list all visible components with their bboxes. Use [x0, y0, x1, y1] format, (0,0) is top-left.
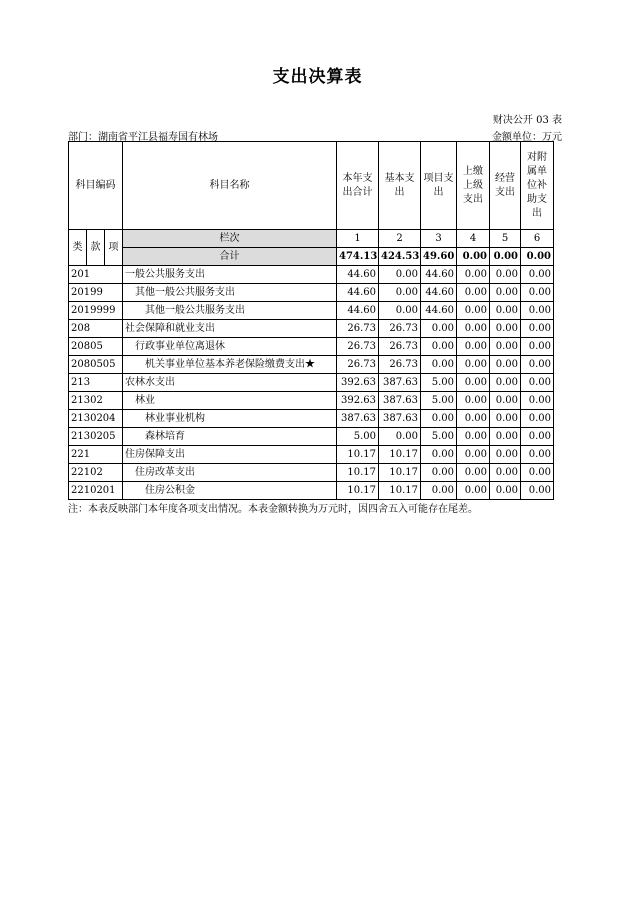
row-value: 0.00: [457, 266, 490, 284]
table-row: [69, 338, 554, 356]
row-value: 10.17: [379, 464, 421, 482]
row-value: 26.73: [379, 338, 421, 356]
row-value: 0.00: [521, 338, 554, 356]
row-value: 392.63: [337, 374, 379, 392]
row-value: 44.60: [337, 302, 379, 320]
table-row: [69, 392, 554, 410]
row-value: 44.60: [421, 266, 457, 284]
row-value: 0.00: [521, 482, 554, 500]
row-name: 一般公共服务支出: [123, 266, 337, 284]
row-value: 5.00: [337, 428, 379, 446]
row-name: 其他一般公共服务支出: [123, 284, 337, 302]
row-value: 0.00: [490, 482, 521, 500]
row-value: 0.00: [457, 410, 490, 428]
row-value: 0.00: [490, 320, 521, 338]
total-value: 424.53: [379, 248, 421, 266]
row-value: 0.00: [490, 392, 521, 410]
table-row: [69, 446, 554, 464]
row-value: 44.60: [337, 266, 379, 284]
row-code: 20805: [69, 338, 123, 356]
row-code: 2210201: [69, 482, 123, 500]
row-value: 0.00: [521, 356, 554, 374]
row-value: 0.00: [521, 302, 554, 320]
row-value: 0.00: [490, 428, 521, 446]
row-value: 0.00: [521, 266, 554, 284]
header-code: 科目编码: [69, 142, 123, 230]
row-value: 10.17: [337, 446, 379, 464]
row-name: 林业事业机构: [123, 410, 337, 428]
header-col3: 项目支出: [421, 142, 457, 230]
total-value: 49.60: [421, 248, 457, 266]
header-name: 科目名称: [123, 142, 337, 230]
row-value: 0.00: [457, 482, 490, 500]
row-value: 0.00: [490, 302, 521, 320]
header-col2: 基本支出: [379, 142, 421, 230]
row-name: 农林水支出: [123, 374, 337, 392]
unit-label: 金额单位：万元: [492, 132, 562, 143]
row-code: 21302: [69, 392, 123, 410]
row-value: 5.00: [421, 428, 457, 446]
row-value: 0.00: [379, 266, 421, 284]
row-value: 0.00: [521, 374, 554, 392]
row-value: 0.00: [457, 302, 490, 320]
footnote: 注：本表反映部门本年度各项支出情况。本表金额转换为万元时，因四舍五入可能存在尾差。: [68, 504, 478, 515]
department-label: 部门：湖南省平江县福寿国有林场: [68, 132, 218, 143]
row-value: 0.00: [421, 482, 457, 500]
header-col6: 对附属单位补助支出: [521, 142, 554, 230]
row-value: 26.73: [337, 356, 379, 374]
row-code: 2080505: [69, 356, 123, 374]
row-value: 387.63: [337, 410, 379, 428]
row-value: 0.00: [521, 392, 554, 410]
row-name: 行政事业单位离退休: [123, 338, 337, 356]
row-value: 0.00: [521, 320, 554, 338]
table-row: [69, 302, 554, 320]
table-row: [69, 374, 554, 392]
header-lanci: 栏次: [123, 230, 337, 248]
header-lei: 类: [69, 230, 87, 266]
row-value: 0.00: [379, 302, 421, 320]
table-row: [69, 428, 554, 446]
row-value: 0.00: [521, 410, 554, 428]
row-value: 26.73: [379, 356, 421, 374]
row-value: 0.00: [457, 428, 490, 446]
row-name: 住房改革支出: [123, 464, 337, 482]
row-value: 0.00: [457, 284, 490, 302]
form-number: 财决公开 03 表: [492, 115, 562, 126]
row-value: 0.00: [421, 410, 457, 428]
header-col1: 本年支出合计: [337, 142, 379, 230]
table-row: [69, 482, 554, 500]
row-value: 0.00: [457, 320, 490, 338]
col-number-2: 2: [379, 230, 421, 248]
row-name: 住房公积金: [123, 482, 337, 500]
row-value: 44.60: [337, 284, 379, 302]
header-xiang: 项: [105, 230, 123, 266]
table-row: [69, 320, 554, 338]
row-name: 社会保障和就业支出: [123, 320, 337, 338]
header-row: [69, 142, 554, 230]
row-value: 44.60: [421, 284, 457, 302]
total-row: [69, 248, 554, 266]
col-number-6: 6: [521, 230, 554, 248]
row-value: 5.00: [421, 374, 457, 392]
table-row: [69, 464, 554, 482]
row-value: 0.00: [457, 446, 490, 464]
row-value: 0.00: [457, 374, 490, 392]
row-name: 林业: [123, 392, 337, 410]
row-code: 2019999: [69, 302, 123, 320]
row-value: 0.00: [490, 338, 521, 356]
row-value: 0.00: [379, 428, 421, 446]
row-name: 机关事业单位基本养老保险缴费支出★: [123, 356, 337, 374]
row-value: 392.63: [337, 392, 379, 410]
total-value: 0.00: [457, 248, 490, 266]
row-value: 10.17: [337, 464, 379, 482]
row-value: 387.63: [379, 392, 421, 410]
row-name: 森林培育: [123, 428, 337, 446]
row-code: 22102: [69, 464, 123, 482]
page-title: 支出决算表: [272, 67, 363, 87]
row-code: 221: [69, 446, 123, 464]
row-code: 213: [69, 374, 123, 392]
row-value: 0.00: [379, 284, 421, 302]
row-code: 208: [69, 320, 123, 338]
row-value: 0.00: [421, 320, 457, 338]
row-value: 0.00: [421, 464, 457, 482]
total-value: 0.00: [490, 248, 521, 266]
row-value: 5.00: [421, 392, 457, 410]
header-col4: 上缴上级支出: [457, 142, 490, 230]
row-value: 387.63: [379, 374, 421, 392]
row-value: 0.00: [490, 284, 521, 302]
row-value: 26.73: [337, 338, 379, 356]
row-code: 2130205: [69, 428, 123, 446]
row-name: 住房保障支出: [123, 446, 337, 464]
row-value: 0.00: [457, 338, 490, 356]
total-value: 474.13: [337, 248, 379, 266]
expenditure-table: [68, 141, 554, 500]
row-code: 201: [69, 266, 123, 284]
row-value: 0.00: [490, 266, 521, 284]
row-value: 0.00: [421, 446, 457, 464]
row-name: 其他一般公共服务支出: [123, 302, 337, 320]
row-code: 20199: [69, 284, 123, 302]
row-value: 0.00: [490, 410, 521, 428]
row-value: 0.00: [490, 446, 521, 464]
row-value: 26.73: [337, 320, 379, 338]
table-row: [69, 266, 554, 284]
row-value: 10.17: [337, 482, 379, 500]
row-value: 387.63: [379, 410, 421, 428]
table-row: [69, 356, 554, 374]
total-value: 0.00: [521, 248, 554, 266]
col-number-1: 1: [337, 230, 379, 248]
row-value: 10.17: [379, 482, 421, 500]
row-value: 0.00: [490, 374, 521, 392]
row-value: 0.00: [457, 356, 490, 374]
col-number-4: 4: [457, 230, 490, 248]
header-kuan: 款: [87, 230, 105, 266]
row-value: 0.00: [521, 464, 554, 482]
row-value: 0.00: [490, 464, 521, 482]
row-value: 0.00: [457, 392, 490, 410]
row-value: 0.00: [421, 356, 457, 374]
table-row: [69, 284, 554, 302]
row-value: 0.00: [521, 284, 554, 302]
row-value: 0.00: [521, 446, 554, 464]
row-value: 26.73: [379, 320, 421, 338]
table-row: [69, 410, 554, 428]
row-value: 0.00: [421, 338, 457, 356]
col-number-3: 3: [421, 230, 457, 248]
row-code: 2130204: [69, 410, 123, 428]
row-value: 0.00: [521, 428, 554, 446]
col-number-5: 5: [490, 230, 521, 248]
row-value: 0.00: [457, 464, 490, 482]
row-value: 0.00: [490, 356, 521, 374]
row-value: 10.17: [379, 446, 421, 464]
column-number-row: [69, 230, 554, 248]
row-value: 44.60: [421, 302, 457, 320]
header-col5: 经营支出: [490, 142, 521, 230]
total-label: 合计: [123, 248, 337, 266]
